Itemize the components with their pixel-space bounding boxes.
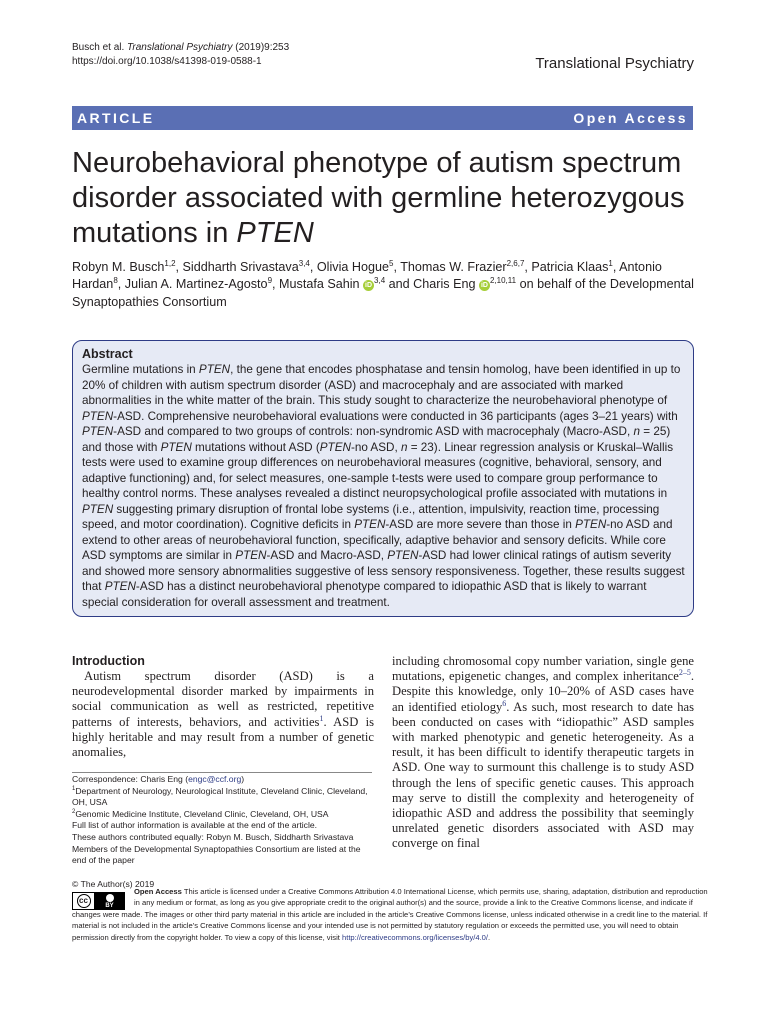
author-affiliation-ref: 2,6,7 [506, 258, 525, 268]
equal-contribution-note: These authors contributed equally: Robyn M. Busch, Siddharth Srivastava [72, 831, 354, 842]
citation-header [72, 41, 289, 68]
footnote-divider [72, 772, 372, 773]
license-url-link[interactable]: http://creativecommons.org/licenses/by/4.0/ [341, 932, 489, 942]
abstract-text: Germline mutations in PTEN, the gene that encodes phosphatase and tensin homolog, have been identified in up to 20% of children with autism spectrum disorder (ASD) and macrocephaly and are associated with marked abnormalities in the white matter of the brain. This study sought to characterize the neurobehavioral phenotype of PTEN-ASD. Comprehensive neurobehavioral evaluations were conducted in 36 participants (ages 3–21 years) with PTEN-ASD and compared to two groups of controls: non-syndromic ASD with macrocephaly (Macro-ASD, n = 25) and those with PTEN mutations without ASD (PTEN-no ASD, n = 23). Linear regression analysis or Kruskal–Wallis tests were used to examine group differences on neurobehavioral measures (cognitive, behavioral, sensory, and adaptive functioning) and, for select measures, one-sample t-tests were used to compare group performance to healthy control norms. These analyses revealed a distinct neuropsychological profile associated with mutations in PTEN suggesting primary disruption of frontal lobe systems (i.e., attention, impulsivity, reaction time, processing speed, and motor coordination). Cognitive deficits in PTEN-ASD are more severe than those in PTEN-no ASD and extend to other areas of neurobehavioral function, specifically, adaptive behavior and sensory deficits. While core ASD symptoms are similar in PTEN-ASD and Macro-ASD, PTEN-ASD had lower clinical ratings of autism severity and showed more sensory abnormalities suggestive of less sensory responsiveness. Together, these results suggest that PTEN-ASD has a distinct neurobehavioral phenotype compared to idiopathic ASD that is likely to warrant special consideration for overall assessment and treatment. [82, 363, 685, 609]
author-affiliation-ref: 8 [113, 276, 118, 286]
author[interactable]: Robyn M. Busch [72, 260, 165, 274]
author[interactable]: Patricia Klaas [531, 260, 609, 274]
title-gene: PTEN [236, 217, 314, 249]
author-affiliation-ref: 3,4 [374, 276, 386, 286]
abstract-heading: Abstract [82, 347, 133, 361]
orcid-icon[interactable]: iD [365, 281, 373, 289]
author[interactable]: Mustafa Sahin [279, 277, 360, 292]
title-main: Neurobehavioral phenotype of autism spectrum disorder associated with germline heterozygous mutations in [72, 147, 685, 249]
article-type-label: ARTICLE [77, 110, 155, 126]
author-list: Robyn M. Busch$^{1,2}$, Siddharth Srivastava$^{3,4}$, Olivia Hogue$^5$, Thomas W. Frazier$^{2,6,7}$, Patricia Klaas$^1$, Antonio Hardan$^8$, Julian A. Martinez-Agosto$^9$, Mustafa Sahin iD $^{3,4}$ and Charis Eng iD $^{2,10,11}$ on behalf of the Developmental Synaptopathies Consortium [72, 258, 694, 309]
author-affiliation-ref: 3,4 [298, 258, 310, 268]
license-text-bottom: changes were made. The images or other third party material in this article are included in the article’s Creative Commons license, unless indicated otherwise in a credit line to the material. If material is not included in the article’s Creative Commons license and your intended use is not permitted by statutory regulation or exceeds the permitted use, you will need to obtain permission directly from the copyright holder. To view a copy of this license, visit http://creativecommons.org/licenses/by/4.0/. [72, 910, 708, 942]
citation-ref[interactable]: 2–5 [678, 668, 691, 678]
author-affiliation-ref: 1,2 [164, 258, 176, 268]
citation-prefix: Busch et al. [72, 42, 125, 53]
intro-left-column [72, 654, 374, 760]
affiliation-2: $^2$Genomic Medicine Institute, Cleveland Clinic, Cleveland, OH, USA [72, 808, 329, 819]
abstract-box [72, 340, 694, 617]
cc-by-icon[interactable] [72, 892, 125, 910]
article-banner [72, 106, 693, 130]
correspondence: Correspondence: Charis Eng (engc@ccf.org) [72, 774, 245, 784]
section-heading-introduction: Introduction [72, 654, 145, 668]
by-label: BY [105, 902, 114, 909]
citation-ref[interactable]: 1 [319, 713, 324, 723]
copyright-notice: © The Author(s) 2019 [72, 879, 155, 889]
correspondence-email-link[interactable]: engc@ccf.org [188, 774, 242, 784]
author[interactable]: Siddharth Srivastava [182, 260, 299, 274]
author[interactable]: Julian A. Martinez-Agosto [124, 277, 268, 292]
author-info-note: Full list of author information is available at the end of the article. [72, 820, 318, 831]
author[interactable]: Olivia Hogue [316, 260, 389, 274]
author[interactable]: and Charis Eng [388, 277, 476, 292]
citation-volume: (2019)9:253 [235, 42, 290, 53]
intro-paragraph-continued: including chromosomal copy number variation, single gene mutations, epigenetic changes, and complex inheritance$^{2-5}$. Despite this knowledge, only 10–20% of ASD cases have an identified etiology$^6$. As such, most research to date has been conducted on cases with “idiopathic” ASD samples with marked phenotypic and genetic heterogeneity. As a result, it has been difficult to identify therapeutic targets in ASD. One way to surmount this challenge is to study ASD through the lens of specific genetic causes. This approach may serve to distill the complexity and heterogeneity of idiopathic ASD and address the possibility that seemingly unrelated genetic disorders associated with ASD may converge on final [392, 654, 695, 851]
consortium-note: Members of the Developmental Synaptopathies Consortium are listed at the end of the paper [72, 843, 361, 866]
license-text-top: Open Access This article is licensed under a Creative Commons Attribution 4.0 International License, which permits use, sharing, adaptation, distribution and reproduction in any medium or format, as long as you give appropriate credit to the original author(s) and the source, provide a link to the Creative Commons license, and indicate if [134, 887, 708, 908]
attribution-person-icon [106, 894, 114, 902]
author-affiliation-ref: 9 [267, 276, 273, 286]
author-consortium: on behalf of the Developmental Synaptopathies Consortium [72, 277, 694, 309]
author-affiliation-ref: 1 [608, 258, 613, 268]
journal-name: Translational Psychiatry [535, 55, 694, 72]
intro-paragraph-1: Autism spectrum disorder (ASD) is a neurodevelopmental disorder marked by impairments in social communication as well as restricted, repetitive patterns of interests, behaviors, and activities$^1$. ASD is highly heritable and may result from a number of genetic anomalies, [72, 669, 374, 760]
author-affiliation-ref: 2,10,11 [489, 276, 517, 286]
open-access-label: Open Access [573, 110, 688, 126]
author[interactable]: Thomas W. Frazier [400, 260, 507, 274]
open-access-bold: Open Access [134, 887, 182, 896]
footnotes [72, 774, 374, 867]
citation-journal: Translational Psychiatry [127, 42, 233, 53]
cc-logo-text: cc [77, 894, 91, 908]
citation-line [72, 41, 289, 55]
author[interactable]: Antonio Hardan [72, 260, 662, 292]
author-affiliation-ref: 5 [388, 258, 394, 268]
affiliation-1: $^1$Department of Neurology, Neurological Institute, Cleveland Clinic, Cleveland, OH, USA [72, 785, 368, 808]
paper-title [72, 146, 702, 251]
doi-link[interactable]: https://doi.org/10.1038/s41398-019-0588-1 [72, 55, 262, 67]
orcid-icon[interactable]: iD [480, 281, 488, 289]
citation-ref[interactable]: 6 [502, 698, 507, 708]
intro-right-column [392, 654, 694, 852]
